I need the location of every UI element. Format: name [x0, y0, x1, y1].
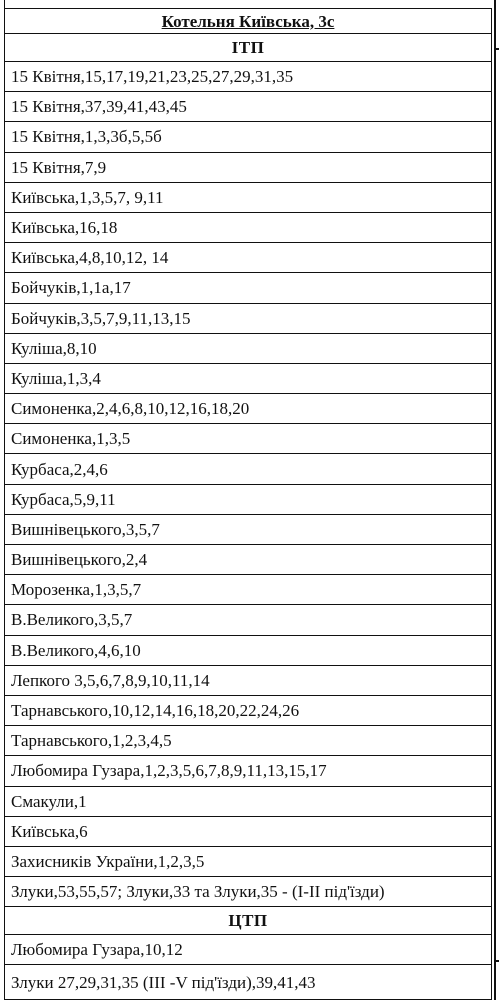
table-row	[5, 786, 492, 816]
address-table	[4, 8, 492, 1000]
table-row	[5, 756, 492, 786]
section-row-ctp	[5, 907, 492, 935]
table-row	[5, 575, 492, 605]
section-heading-ctp: ЦТП	[5, 907, 492, 935]
right-edge-tick	[494, 960, 499, 962]
table-row	[5, 635, 492, 665]
boiler-house-title: Котельня Київська, 3с	[5, 9, 492, 34]
table-row	[5, 152, 492, 182]
table-row	[5, 122, 492, 152]
address-cell: Любомира Гузара,1,2,3,5,6,7,8,9,11,13,15,17	[5, 756, 492, 786]
table-row	[5, 545, 492, 575]
table-row	[5, 665, 492, 695]
address-cell: Куліша,8,10	[5, 333, 492, 363]
table-row	[5, 514, 492, 544]
address-cell: Симоненка,1,3,5	[5, 424, 492, 454]
address-cell: 15 Квітня,1,3,3б,5,5б	[5, 122, 492, 152]
address-cell: Злуки 27,29,31,35 (ІІІ -V під'їзди),39,41,43	[5, 965, 492, 1000]
section-heading-itp: ІТП	[5, 34, 492, 62]
address-cell: Симоненка,2,4,6,8,10,12,16,18,20	[5, 394, 492, 424]
address-cell: Лепкого 3,5,6,7,8,9,10,11,14	[5, 665, 492, 695]
address-cell: Київська,6	[5, 816, 492, 846]
address-cell: Бойчуків,3,5,7,9,11,13,15	[5, 303, 492, 333]
address-cell: Смакули,1	[5, 786, 492, 816]
table-row	[5, 454, 492, 484]
address-cell: Вишнівецького,2,4	[5, 545, 492, 575]
table-row	[5, 303, 492, 333]
table-row	[5, 273, 492, 303]
address-cell: Захисників України,1,2,3,5	[5, 846, 492, 876]
table-row	[5, 484, 492, 514]
address-cell: В.Великого,4,6,10	[5, 635, 492, 665]
right-edge-line	[494, 0, 496, 1000]
address-cell: В.Великого,3,5,7	[5, 605, 492, 635]
address-cell: Куліша,1,3,4	[5, 363, 492, 393]
address-cell: 15 Квітня,15,17,19,21,23,25,27,29,31,35	[5, 62, 492, 92]
address-cell: Тарнавського,1,2,3,4,5	[5, 726, 492, 756]
table-row	[5, 424, 492, 454]
address-cell: Тарнавського,10,12,14,16,18,20,22,24,26	[5, 695, 492, 725]
address-cell: Київська,1,3,5,7, 9,11	[5, 182, 492, 212]
right-edge-tick	[494, 48, 499, 50]
table-row	[5, 394, 492, 424]
address-cell: Бойчуків,1,1а,17	[5, 273, 492, 303]
address-cell: Курбаса,5,9,11	[5, 484, 492, 514]
address-cell: Злуки,53,55,57; Злуки,33 та Злуки,35 - (І-ІІ під'їзди)	[5, 877, 492, 907]
address-cell: 15 Квітня,37,39,41,43,45	[5, 92, 492, 122]
table-row	[5, 363, 492, 393]
section-row-itp	[5, 34, 492, 62]
table-row	[5, 92, 492, 122]
address-table-body	[5, 9, 492, 1000]
address-cell: Київська,4,8,10,12, 14	[5, 243, 492, 273]
address-cell: 15 Квітня,7,9	[5, 152, 492, 182]
table-row	[5, 935, 492, 965]
table-row	[5, 62, 492, 92]
table-row	[5, 965, 492, 1000]
table-row	[5, 605, 492, 635]
table-row	[5, 816, 492, 846]
table-row	[5, 212, 492, 242]
title-row	[5, 9, 492, 34]
top-rule	[4, 0, 493, 8]
table-row	[5, 877, 492, 907]
address-cell: Київська,16,18	[5, 212, 492, 242]
address-cell: Курбаса,2,4,6	[5, 454, 492, 484]
table-row	[5, 243, 492, 273]
table-row	[5, 182, 492, 212]
table-row	[5, 846, 492, 876]
address-cell: Любомира Гузара,10,12	[5, 935, 492, 965]
address-cell: Вишнівецького,3,5,7	[5, 514, 492, 544]
table-row	[5, 333, 492, 363]
address-cell: Морозенка,1,3,5,7	[5, 575, 492, 605]
table-row	[5, 695, 492, 725]
table-row	[5, 726, 492, 756]
